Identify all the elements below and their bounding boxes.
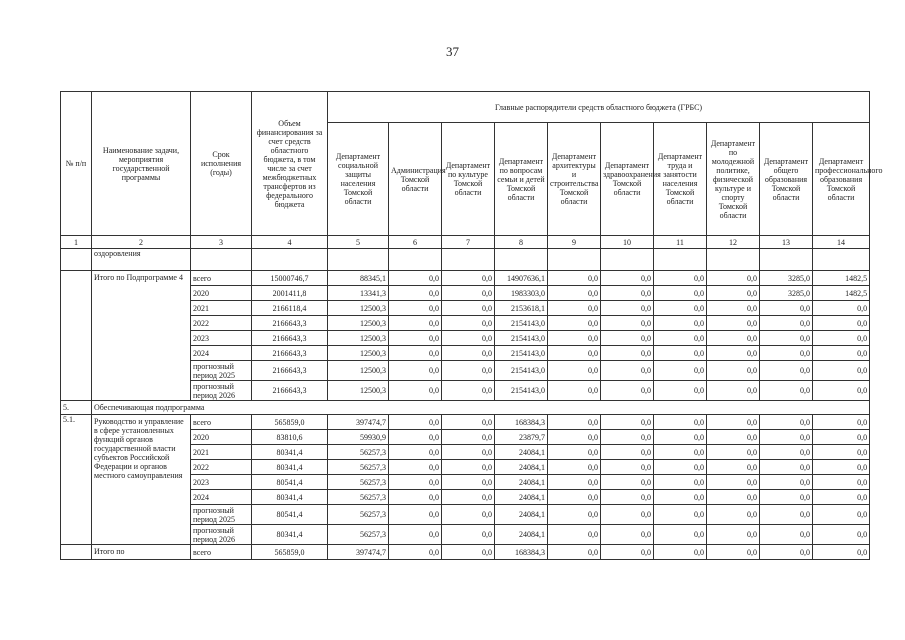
value-cell: 0,0 [707,331,760,346]
value-cell: 0,0 [813,525,870,545]
table-header [61,92,883,271]
period-cell: 2024 [191,346,252,361]
period-cell: 2020 [191,430,252,445]
value-cell: 0,0 [760,545,813,560]
value-cell: 0,0 [389,490,442,505]
value-cell: 0,0 [548,331,601,346]
value-cell: 24084,1 [495,505,548,525]
value-cell: 0,0 [813,301,870,316]
value-cell: 0,0 [601,301,654,316]
value-cell: 0,0 [707,460,760,475]
value-cell: 0,0 [654,381,707,401]
value-cell: 0,0 [442,301,495,316]
value-cell: 0,0 [548,460,601,475]
budget-table [60,91,883,560]
value-cell: 0,0 [654,271,707,286]
value-cell: 80341,4 [252,490,328,505]
column-number: 5 [328,236,389,249]
period-cell: 2022 [191,316,252,331]
value-cell: 0,0 [389,316,442,331]
value-cell: 0,0 [601,286,654,301]
final-total-block [61,545,870,560]
value-cell: 0,0 [548,286,601,301]
header-dept: Департамент по молодежной политике, физической культуре и спорту Томской области [707,123,760,236]
subprogram-4-total-block [61,271,870,401]
row-label: Руководство и управление в сфере установленных функций органов государственной власти субъектов Российской Федерации и органов местного самоуправления [92,415,191,545]
value-cell: 397474,7 [328,545,389,560]
value-cell: 2166643,3 [252,331,328,346]
period-cell: 2021 [191,445,252,460]
value-cell: 2166643,3 [252,316,328,331]
value-cell: 0,0 [707,475,760,490]
value-cell: 0,0 [813,445,870,460]
value-cell: 168384,3 [495,545,548,560]
value-cell: 56257,3 [328,445,389,460]
value-cell: 15000746,7 [252,271,328,286]
value-cell: 24084,1 [495,460,548,475]
value-cell: 0,0 [760,346,813,361]
value-cell: 2154143,0 [495,316,548,331]
value-cell: 13341,3 [328,286,389,301]
value-cell: 12500,3 [328,301,389,316]
section-row [61,401,870,415]
value-cell: 1482,5 [813,271,870,286]
value-cell: 12500,3 [328,381,389,401]
value-cell: 565859,0 [252,545,328,560]
value-cell: 0,0 [601,381,654,401]
value-cell: 0,0 [442,381,495,401]
value-cell: 0,0 [601,271,654,286]
value-cell: 0,0 [707,346,760,361]
value-cell: 0,0 [442,316,495,331]
value-cell: 0,0 [707,525,760,545]
value-cell: 0,0 [389,415,442,430]
value-cell: 2154143,0 [495,346,548,361]
row-label: Итого по Подпрограмме 4 [92,271,191,401]
value-cell: 0,0 [548,381,601,401]
value-cell: 0,0 [442,490,495,505]
value-cell: 0,0 [654,525,707,545]
column-number: 10 [601,236,654,249]
value-cell: 0,0 [389,505,442,525]
value-cell: 0,0 [389,460,442,475]
period-cell: 2022 [191,460,252,475]
value-cell: 0,0 [389,271,442,286]
column-number: 3 [191,236,252,249]
value-cell: 0,0 [548,316,601,331]
value-cell: 2166643,3 [252,381,328,401]
value-cell: 0,0 [654,430,707,445]
value-cell: 2166118,4 [252,301,328,316]
value-cell: 0,0 [707,316,760,331]
period-cell: всего [191,545,252,560]
period-cell: всего [191,415,252,430]
value-cell: 0,0 [548,301,601,316]
value-cell: 0,0 [442,545,495,560]
value-cell: 80541,4 [252,505,328,525]
value-cell: 2154143,0 [495,331,548,346]
value-cell: 0,0 [389,525,442,545]
value-cell: 0,0 [707,301,760,316]
value-cell: 0,0 [813,460,870,475]
value-cell: 24084,1 [495,525,548,545]
value-cell: 0,0 [813,490,870,505]
value-cell: 0,0 [389,301,442,316]
header-name: Наименование задачи, мероприятия государственной программы [92,92,191,236]
value-cell: 0,0 [707,490,760,505]
value-cell: 0,0 [601,331,654,346]
value-cell: 0,0 [442,475,495,490]
value-cell: 56257,3 [328,490,389,505]
value-cell: 0,0 [601,525,654,545]
value-cell: 0,0 [707,505,760,525]
value-cell: 0,0 [601,475,654,490]
column-number: 9 [548,236,601,249]
value-cell: 0,0 [813,381,870,401]
value-cell: 56257,3 [328,505,389,525]
value-cell: 0,0 [442,460,495,475]
value-cell: 0,0 [601,430,654,445]
value-cell: 0,0 [442,286,495,301]
value-cell: 2154143,0 [495,361,548,381]
value-cell: 0,0 [548,445,601,460]
value-cell: 168384,3 [495,415,548,430]
value-cell: 0,0 [654,301,707,316]
value-cell: 0,0 [707,545,760,560]
value-cell: 0,0 [813,545,870,560]
value-cell: 0,0 [389,445,442,460]
header-total: Объем финансирования за счет средств областного бюджета, в том числе за счет межбюджетных трансфертов из федерального бюджета [252,92,328,236]
value-cell: 2166643,3 [252,346,328,361]
value-cell: 0,0 [389,331,442,346]
value-cell: 0,0 [601,505,654,525]
value-cell: 0,0 [760,445,813,460]
value-cell: 0,0 [813,331,870,346]
value-cell: 56257,3 [328,460,389,475]
value-cell: 0,0 [548,545,601,560]
value-cell: 80541,4 [252,475,328,490]
page-number: 37 [446,44,459,59]
column-number: 4 [252,236,328,249]
activity-5-1-block [61,415,870,545]
header-dept: Департамент социальной защиты населения Томской области [328,123,389,236]
value-cell: 0,0 [813,505,870,525]
value-cell: 0,0 [389,430,442,445]
value-cell: 12500,3 [328,346,389,361]
header-dept: Департамент по вопросам семьи и детей Томской области [495,123,548,236]
continuation-text: оздоровления [92,249,191,271]
value-cell: 0,0 [813,361,870,381]
value-cell: 0,0 [442,505,495,525]
value-cell: 0,0 [442,346,495,361]
value-cell: 0,0 [601,415,654,430]
value-cell: 3285,0 [760,286,813,301]
value-cell: 23879,7 [495,430,548,445]
column-number-row [61,236,870,249]
column-number: 2 [92,236,191,249]
value-cell: 0,0 [707,286,760,301]
value-cell: 0,0 [760,331,813,346]
header-dept: Департамент архитектуры и строительства Томской области [548,123,601,236]
value-cell: 0,0 [654,505,707,525]
period-cell: 2020 [191,286,252,301]
value-cell: 0,0 [707,430,760,445]
value-cell: 0,0 [654,415,707,430]
value-cell: 1983303,0 [495,286,548,301]
value-cell: 0,0 [548,430,601,445]
value-cell: 1482,5 [813,286,870,301]
column-number: 14 [813,236,870,249]
header-grbs: Главные распорядители средств областного бюджета (ГРБС) [328,92,870,123]
value-cell: 0,0 [548,475,601,490]
value-cell: 0,0 [654,490,707,505]
value-cell: 0,0 [442,525,495,545]
value-cell: 0,0 [654,286,707,301]
value-cell: 0,0 [389,286,442,301]
value-cell: 0,0 [707,381,760,401]
value-cell: 0,0 [707,445,760,460]
value-cell: 0,0 [654,460,707,475]
value-cell: 0,0 [548,525,601,545]
value-cell: 0,0 [389,545,442,560]
value-cell: 0,0 [601,460,654,475]
section-5-block [61,401,870,415]
value-cell: 0,0 [548,346,601,361]
value-cell: 0,0 [813,316,870,331]
period-cell: прогнозный период 2025 [191,361,252,381]
value-cell: 0,0 [548,490,601,505]
value-cell: 12500,3 [328,361,389,381]
value-cell: 0,0 [760,361,813,381]
period-cell: 2024 [191,490,252,505]
column-number: 13 [760,236,813,249]
period-cell: 2023 [191,475,252,490]
column-number: 7 [442,236,495,249]
value-cell: 3285,0 [760,271,813,286]
header-dept: Департамент профессионального образования Томской области [813,123,870,236]
value-cell: 56257,3 [328,525,389,545]
header-no: № п/п [61,92,92,236]
value-cell: 0,0 [389,381,442,401]
value-cell: 0,0 [654,316,707,331]
value-cell: 0,0 [654,475,707,490]
value-cell: 0,0 [389,346,442,361]
column-number: 11 [654,236,707,249]
value-cell: 56257,3 [328,475,389,490]
value-cell: 0,0 [442,331,495,346]
row-number [61,271,92,401]
value-cell: 0,0 [760,490,813,505]
value-cell: 24084,1 [495,445,548,460]
value-cell: 0,0 [760,460,813,475]
value-cell: 0,0 [813,475,870,490]
value-cell: 0,0 [654,445,707,460]
continuation-row [61,249,870,271]
value-cell: 0,0 [442,415,495,430]
value-cell: 0,0 [389,475,442,490]
value-cell: 0,0 [707,361,760,381]
section-number: 5. [61,401,92,415]
period-cell: прогнозный период 2026 [191,381,252,401]
value-cell: 24084,1 [495,490,548,505]
column-number: 12 [707,236,760,249]
table-row [61,415,870,430]
row-label: Итого по [92,545,191,560]
value-cell: 0,0 [601,346,654,361]
column-number: 8 [495,236,548,249]
value-cell: 83810,6 [252,430,328,445]
column-number: 1 [61,236,92,249]
value-cell: 2166643,3 [252,361,328,381]
row-number [61,545,92,560]
value-cell: 88345,1 [328,271,389,286]
value-cell: 0,0 [601,545,654,560]
value-cell: 0,0 [601,361,654,381]
value-cell: 14907636,1 [495,271,548,286]
column-number: 6 [389,236,442,249]
value-cell: 565859,0 [252,415,328,430]
value-cell: 0,0 [813,430,870,445]
value-cell: 0,0 [601,316,654,331]
value-cell: 0,0 [389,361,442,381]
period-cell: прогнозный период 2025 [191,505,252,525]
value-cell: 397474,7 [328,415,389,430]
value-cell: 0,0 [442,361,495,381]
table-row [61,271,870,286]
table-row [61,545,870,560]
value-cell: 0,0 [548,505,601,525]
value-cell: 0,0 [654,545,707,560]
header-dept: Департамент по культуре Томской области [442,123,495,236]
period-cell: прогнозный период 2026 [191,525,252,545]
value-cell: 0,0 [760,381,813,401]
value-cell: 0,0 [442,430,495,445]
header-term: Срок исполнения (годы) [191,92,252,236]
header-dept: Департамент труда и занятости населения Томской области [654,123,707,236]
value-cell: 0,0 [707,271,760,286]
header-dept: Администрация Томской области [389,123,442,236]
value-cell: 0,0 [654,361,707,381]
value-cell: 0,0 [760,430,813,445]
period-cell: 2021 [191,301,252,316]
value-cell: 80341,4 [252,445,328,460]
value-cell: 0,0 [760,316,813,331]
value-cell: 0,0 [442,271,495,286]
value-cell: 59930,9 [328,430,389,445]
value-cell: 0,0 [760,415,813,430]
value-cell: 0,0 [760,475,813,490]
value-cell: 0,0 [442,445,495,460]
header-dept: Департамент здравоохранения Томской области [601,123,654,236]
header-dept: Департамент общего образования Томской области [760,123,813,236]
value-cell: 0,0 [707,415,760,430]
value-cell: 0,0 [654,331,707,346]
value-cell: 0,0 [601,445,654,460]
value-cell: 0,0 [548,361,601,381]
value-cell: 12500,3 [328,331,389,346]
value-cell: 0,0 [760,525,813,545]
value-cell: 80341,4 [252,460,328,475]
period-cell: всего [191,271,252,286]
value-cell: 0,0 [548,415,601,430]
period-cell: 2023 [191,331,252,346]
value-cell: 0,0 [548,271,601,286]
value-cell: 0,0 [813,415,870,430]
value-cell: 12500,3 [328,316,389,331]
row-number: 5.1. [61,415,92,545]
value-cell: 0,0 [813,346,870,361]
value-cell: 80341,4 [252,525,328,545]
section-title: Обеспечивающая подпрограмма [92,401,870,415]
value-cell: 2001411,8 [252,286,328,301]
value-cell: 0,0 [760,301,813,316]
value-cell: 0,0 [601,490,654,505]
value-cell: 0,0 [760,505,813,525]
value-cell: 2153618,1 [495,301,548,316]
value-cell: 24084,1 [495,475,548,490]
value-cell: 0,0 [654,346,707,361]
value-cell: 2154143,0 [495,381,548,401]
